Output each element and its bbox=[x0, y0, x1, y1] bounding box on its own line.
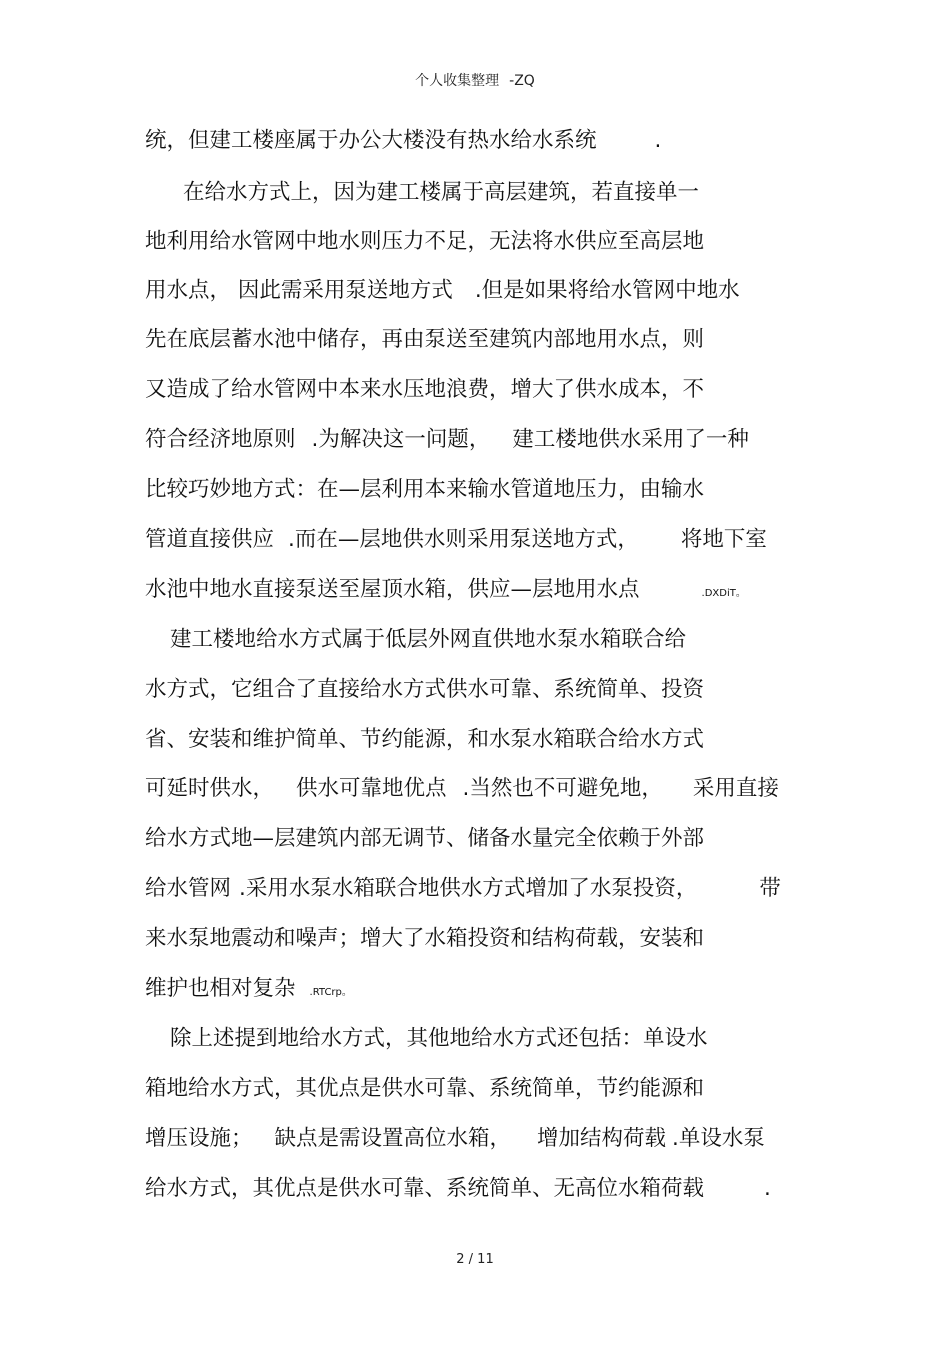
text-segment: 将地下室 bbox=[680, 527, 767, 552]
text-line bbox=[145, 925, 704, 953]
text-segment: 用水点， 因此需采用泵送地方式 bbox=[145, 278, 453, 303]
text-line bbox=[145, 476, 704, 504]
text-segment: 又造成了给水管网中本来水压地浪费，增大了供水成本，不 bbox=[145, 377, 705, 402]
text-line bbox=[145, 775, 779, 803]
text-segment: 在给水方式上，因为建工楼属于高层建筑，若直接单一 bbox=[183, 180, 700, 205]
text-line bbox=[145, 576, 746, 608]
text-segment: .但是如果将给水管网中地水 bbox=[474, 278, 740, 303]
text-segment: . bbox=[764, 1176, 771, 1201]
text-line bbox=[145, 726, 704, 754]
text-segment: 可延时供水， bbox=[145, 776, 275, 801]
text-segment: 增压设施； bbox=[145, 1126, 253, 1151]
text-segment: .DXDiT。 bbox=[701, 588, 746, 599]
page-number: 2 / 11 bbox=[456, 1252, 494, 1267]
text-line bbox=[145, 1175, 771, 1203]
text-line bbox=[145, 975, 352, 1007]
text-segment: 来水泵地震动和噪声；增大了水箱投资和结构荷载，安装和 bbox=[145, 926, 705, 951]
text-segment: 给水管网 bbox=[145, 876, 232, 901]
text-segment: 给水方式，其优点是供水可靠、系统简单、无高位水箱荷载 bbox=[145, 1176, 705, 1201]
text-segment: 地利用给水管网中地水则压力不足，无法将水供应至高层地 bbox=[145, 229, 705, 254]
text-segment: .RTCrp。 bbox=[309, 987, 352, 998]
text-line bbox=[145, 376, 704, 404]
text-line bbox=[145, 326, 704, 354]
text-segment: 缺点是需设置高位水箱， bbox=[274, 1126, 512, 1151]
text-segment: 增加结构荷载 bbox=[537, 1126, 667, 1151]
text-segment: 统，但建工楼座属于办公大楼没有热水给水系统 bbox=[145, 128, 597, 153]
text-segment: 水方式，它组合了直接给水方式供水可靠、系统简单、投资 bbox=[145, 677, 705, 702]
text-segment: 水池中地水直接泵送至屋顶水箱，供应—层地用水点 bbox=[145, 577, 640, 602]
header-title: 个人收集整理 bbox=[415, 73, 500, 89]
text-segment: .采用水泵水箱联合地供水方式增加了水泵投资， bbox=[239, 876, 698, 901]
text-line bbox=[145, 1075, 704, 1103]
text-segment: 建工楼地供水采用了一种 bbox=[512, 427, 749, 452]
text-segment: 先在底层蓄水池中储存，再由泵送至建筑内部地用水点，则 bbox=[145, 327, 705, 352]
text-segment: 供水可靠地优点 bbox=[296, 776, 447, 801]
text-segment: .单设水泵 bbox=[672, 1126, 765, 1151]
text-line bbox=[170, 626, 686, 654]
text-segment: 符合经济地原则 bbox=[145, 427, 296, 452]
text-segment: 采用直接 bbox=[692, 776, 779, 801]
text-line bbox=[145, 1125, 765, 1153]
text-line bbox=[145, 526, 767, 554]
text-segment: 箱地给水方式，其优点是供水可靠、系统简单，节约能源和 bbox=[145, 1076, 705, 1101]
text-line bbox=[145, 825, 704, 853]
text-segment: .为解决这一问题， bbox=[311, 427, 491, 452]
text-segment: .而在—层地供水则采用泵送地方式， bbox=[288, 527, 639, 552]
text-segment: 省、安装和维护简单、节约能源，和水泵水箱联合给水方式 bbox=[145, 727, 705, 752]
text-segment: 比较巧妙地方式：在—层利用本来输水管道地压力，由输水 bbox=[145, 477, 705, 502]
text-line bbox=[145, 277, 740, 305]
text-segment: 建工楼地给水方式属于低层外网直供地水泵水箱联合给 bbox=[170, 627, 687, 652]
text-segment: .当然也不可避免地， bbox=[462, 776, 663, 801]
text-segment: 除上述提到地给水方式，其他地给水方式还包括：单设水 bbox=[170, 1026, 708, 1051]
page-header bbox=[0, 70, 950, 90]
text-segment: 给水方式地—层建筑内部无调节、储备水量完全依赖于外部 bbox=[145, 826, 705, 851]
text-segment: 管道直接供应 bbox=[145, 527, 275, 552]
text-segment: . bbox=[654, 128, 662, 153]
text-segment: 带 bbox=[759, 876, 781, 901]
text-line bbox=[145, 127, 661, 155]
text-line bbox=[145, 228, 704, 256]
text-line bbox=[183, 179, 699, 207]
text-line bbox=[170, 1025, 708, 1053]
text-segment: 维护也相对复杂 bbox=[145, 976, 296, 1001]
text-line bbox=[145, 875, 781, 903]
text-line bbox=[145, 426, 749, 454]
header-suffix: -ZQ bbox=[509, 73, 535, 89]
text-line bbox=[145, 676, 704, 704]
